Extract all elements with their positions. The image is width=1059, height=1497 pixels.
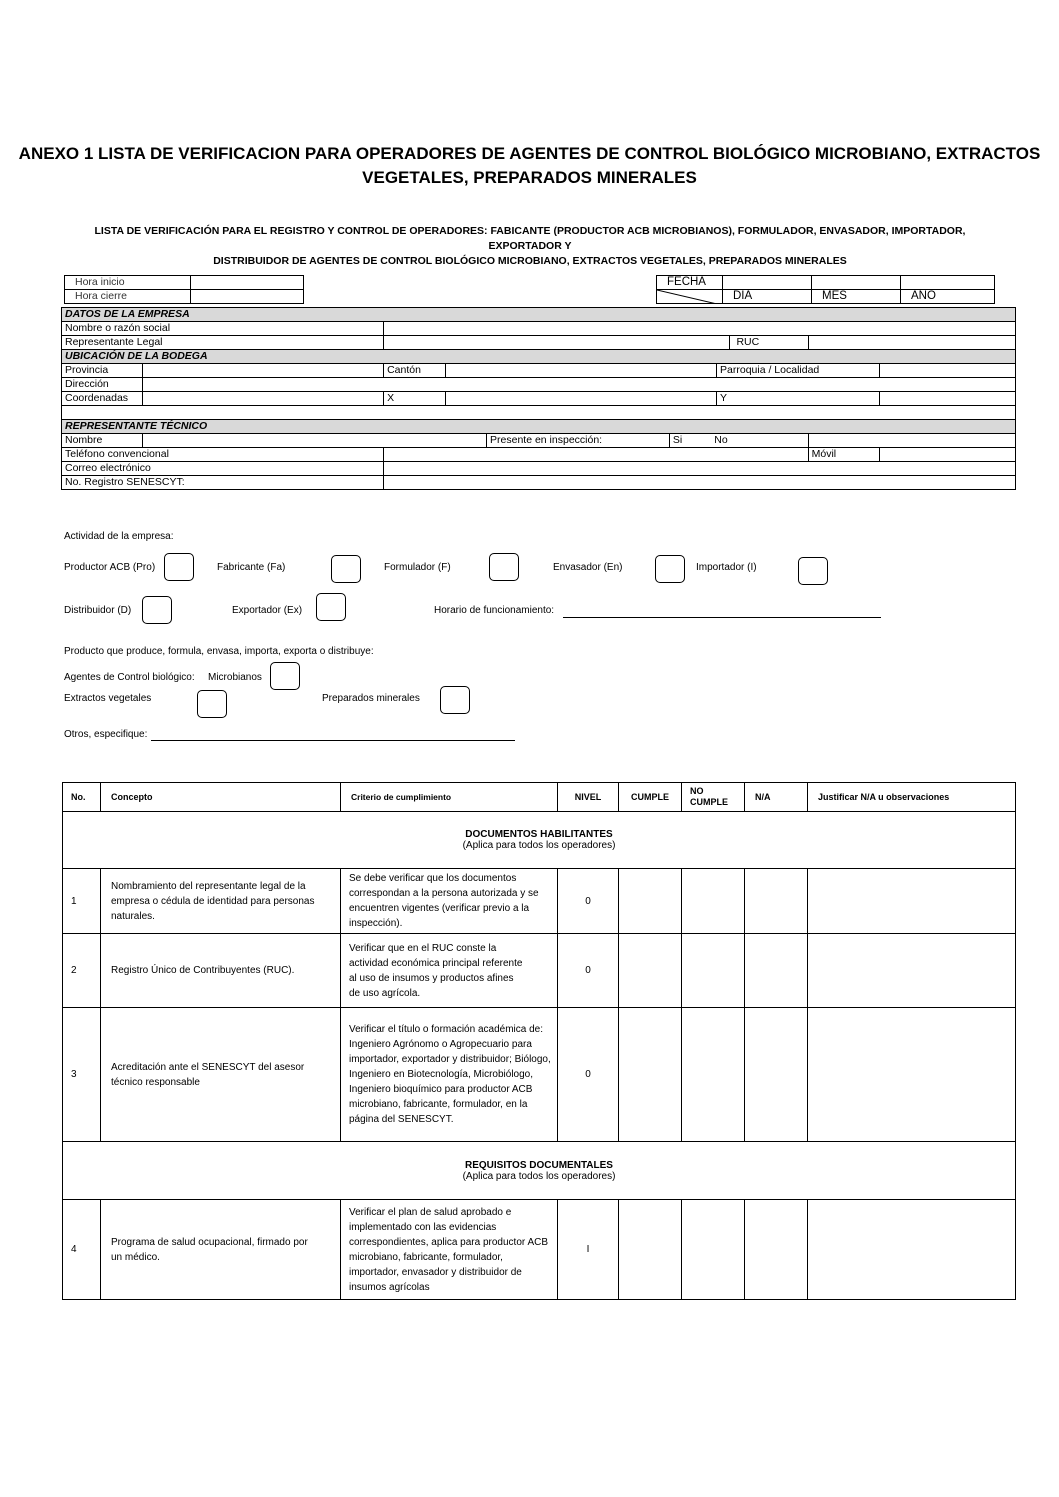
row1-justify[interactable] [808,869,1016,934]
checklist-table [62,782,1016,1300]
row2-na[interactable] [745,934,808,1008]
date-label: FECHA [657,276,723,290]
date-diagonal-cell [657,290,723,304]
table-row [63,1008,1016,1142]
table-row [63,1200,1016,1300]
section2-note: (Aplica para todos los operadores) [462,1170,616,1182]
row2-no: 2 [63,934,101,1008]
address-label: Dirección [62,378,143,392]
blank-row [62,406,1016,420]
company-name-field[interactable] [384,322,1016,336]
header-not-meets-2: CUMPLE [690,797,728,807]
activity-fa-checkbox[interactable] [331,555,361,583]
schedule-label: Horario de funcionamiento: [434,605,555,616]
parish-label: Parroquia / Localidad [717,364,880,378]
row3-na[interactable] [745,1008,808,1142]
row4-concept: Programa de salud ocupacional, firmado por un médico. [101,1200,341,1300]
extract-checkbox[interactable] [197,690,227,718]
email-label: Correo electrónico [62,462,384,476]
start-time-label: Hora inicio [65,276,191,290]
activity-ex-label: Exportador (Ex) [232,605,303,616]
row2-not-meets[interactable] [682,934,745,1008]
header-not-meets [682,783,745,812]
date-month-label: MES [812,290,901,304]
phone-label: Teléfono convencional [62,448,384,462]
row3-meets[interactable] [619,1008,682,1142]
email-field[interactable] [384,462,1016,476]
activity-f-label: Formulador (F) [384,562,451,573]
mineral-label: Preparados minerales [322,693,420,704]
document-subtitle [60,224,1000,269]
header-justify: Justificar N/A u observaciones [808,783,1016,812]
checklist-header [63,783,1016,812]
header-level: NIVEL [558,783,619,812]
activity-i-checkbox[interactable] [798,557,828,585]
row1-level: 0 [558,869,619,934]
micro-label: Microbianos [208,672,262,683]
subtitle-line-2: DISTRIBUIDOR DE AGENTES DE CONTROL BIOLÓGICO MICROBIANO, EXTRACTOS VEGETALES, PREPARADOS MINERALES [213,255,847,267]
phone-field[interactable] [384,448,809,462]
activity-pro-label: Productor ACB (Pro) [64,562,156,573]
row1-na[interactable] [745,869,808,934]
row1-concept: Nombramiento del representante legal de la empresa o cédula de identidad para personas naturales. [101,869,341,934]
date-day-field[interactable] [723,276,812,290]
activity-d-checkbox[interactable] [142,596,172,624]
row4-justify[interactable] [808,1200,1016,1300]
present-extra-field[interactable] [808,434,1015,448]
header-meets: CUMPLE [619,783,682,812]
section-bodega-title: UBICACIÓN DE LA BODEGA [62,350,1016,364]
activity-fa-label: Fabricante (Fa) [217,562,286,573]
row1-meets[interactable] [619,869,682,934]
x-field[interactable] [446,392,717,406]
section-empresa [62,308,1016,322]
row2-level: 0 [558,934,619,1008]
senescyt-field[interactable] [384,476,1016,490]
parish-field[interactable] [880,364,1016,378]
ruc-field[interactable] [808,336,1015,350]
activity-pro-checkbox[interactable] [164,553,194,581]
table-row [63,869,1016,934]
diagonal-line-icon [657,290,717,304]
extract-label: Extractos vegetales [64,693,152,704]
section1-title: DOCUMENTOS HABILITANTES [465,829,613,840]
address-field[interactable] [143,378,1016,392]
header-not-meets-1: NO [690,786,704,796]
section-documentos-habilitantes [63,812,1016,869]
canton-label: Cantón [384,364,446,378]
row2-justify[interactable] [808,934,1016,1008]
activity-d-label: Distribuidor (D) [64,605,132,616]
title-line-2: VEGETALES, PREPARADOS MINERALES [362,168,697,187]
row4-level: I [558,1200,619,1300]
y-label: Y [717,392,880,406]
section-tecnico-title: REPRESENTANTE TÉCNICO [62,420,1016,434]
section1-note: (Aplica para todos los operadores) [462,840,616,851]
coords-label: Coordenadas [62,392,143,406]
present-no[interactable]: No [714,434,728,446]
x-label: X [384,392,446,406]
micro-checkbox[interactable] [270,662,300,690]
present-yes-no[interactable] [669,434,808,448]
ruc-label: RUC [730,336,808,350]
row4-criteria: Verificar el plan de salud aprobado e implementado con las evidencias correspondientes, aplica para productor ACB microbiano, fabricante, formulador, importador, envasador y distribuidor de insumos agrícolas [341,1200,558,1300]
mobile-field[interactable] [880,448,1016,462]
legal-rep-label: Representante Legal [62,336,384,350]
header-concept: Concepto [101,783,341,812]
province-label: Provincia [62,364,143,378]
row3-criteria: Verificar el título o formación académica de: Ingeniero Agrónomo o Agropecuario para importador, exportador y distribuidor; Biólogo, Ingeniero en Biotecnología, Microbiólogo, Ingeniero bioquímico para productor ACB microbiano, fabricante, formulador, en la página del SENESCYT. [341,1008,558,1142]
row4-na[interactable] [745,1200,808,1300]
tech-name-field[interactable] [143,434,487,448]
activity-f-checkbox[interactable] [489,553,519,581]
section2-title: REQUISITOS DOCUMENTALES [465,1159,613,1171]
mobile-label: Móvil [808,448,880,462]
title-line-1: ANEXO 1 LISTA DE VERIFICACION PARA OPERADORES DE AGENTES DE CONTROL BIOLÓGICO MICROBIANO, EXTRACTOS [18,144,1041,163]
table-row [63,934,1016,1008]
present-yes[interactable]: Si [672,434,683,446]
date-year-field[interactable] [901,276,995,290]
header-na: N/A [745,783,808,812]
section1-cell [63,812,1016,869]
company-data-table [61,307,1016,490]
section-requisitos-documentales [63,1142,1016,1200]
row3-no: 3 [63,1008,101,1142]
end-time-field[interactable] [191,290,304,304]
time-table [64,275,304,304]
acb-label: Agentes de Control biológico: [64,672,195,683]
subtitle-line-1: LISTA DE VERIFICACIÓN PARA EL REGISTRO Y CONTROL DE OPERADORES: FABICANTE (PRODUCTOR ACB MICROBIANOS), FORMULADOR, ENVASADOR, IMPORTADOR, EXPORTADOR Y [94,225,966,252]
section2-cell [63,1142,1016,1200]
activity-ex-checkbox[interactable] [316,593,346,621]
document-title [0,142,1059,190]
row3-level: 0 [558,1008,619,1142]
header-no: No. [63,783,101,812]
activity-i-label: Importador (I) [696,562,757,573]
row3-concept: Acreditación ante el SENESCYT del asesor técnico responsable [101,1008,341,1142]
row2-meets[interactable] [619,934,682,1008]
section-bodega [62,350,1016,364]
row2-criteria: Verificar que en el RUC conste la actividad económica principal referente al uso de insumos y productos afines de uso agrícola. [341,934,558,1008]
date-day-label: DIA [723,290,812,304]
section-tecnico [62,420,1016,434]
y-field[interactable] [880,392,1016,406]
activity-en-label: Envasador (En) [553,562,623,573]
product-label: Producto que produce, formula, envasa, importa, exporta o distribuye: [64,646,374,657]
activity-en-checkbox[interactable] [655,555,685,583]
legal-rep-field[interactable] [384,336,730,350]
date-year-label: AÑO [901,290,995,304]
company-name-label: Nombre o razón social [62,322,384,336]
activity-label: Actividad de la empresa: [64,531,174,542]
present-label: Presente en inspección: [487,434,670,448]
date-month-field[interactable] [812,276,901,290]
row3-justify[interactable] [808,1008,1016,1142]
row1-no: 1 [63,869,101,934]
section-empresa-title: DATOS DE LA EMPRESA [62,308,1016,322]
mineral-checkbox[interactable] [440,686,470,714]
row3-not-meets[interactable] [682,1008,745,1142]
schedule-field[interactable] [563,617,881,618]
row4-no: 4 [63,1200,101,1300]
canton-field[interactable] [446,364,717,378]
header-criteria: Criterio de cumplimiento [341,783,558,812]
row1-criteria: Se debe verificar que los documentos correspondan a la persona autorizada y se encuentren vigentes (verificar previo a la inspección). [341,869,558,934]
row4-meets[interactable] [619,1200,682,1300]
end-time-label: Hora cierre [65,290,191,304]
tech-name-label: Nombre [62,434,143,448]
row2-concept: Registro Único de Contribuyentes (RUC). [101,934,341,1008]
row4-not-meets[interactable] [682,1200,745,1300]
province-field[interactable] [143,364,384,378]
senescyt-label: No. Registro SENESCYT: [62,476,384,490]
start-time-field[interactable] [191,276,304,290]
other-field[interactable] [151,740,515,741]
date-table [656,275,995,304]
other-label: Otros, especifique: [64,729,148,740]
row1-not-meets[interactable] [682,869,745,934]
coords-field[interactable] [143,392,384,406]
